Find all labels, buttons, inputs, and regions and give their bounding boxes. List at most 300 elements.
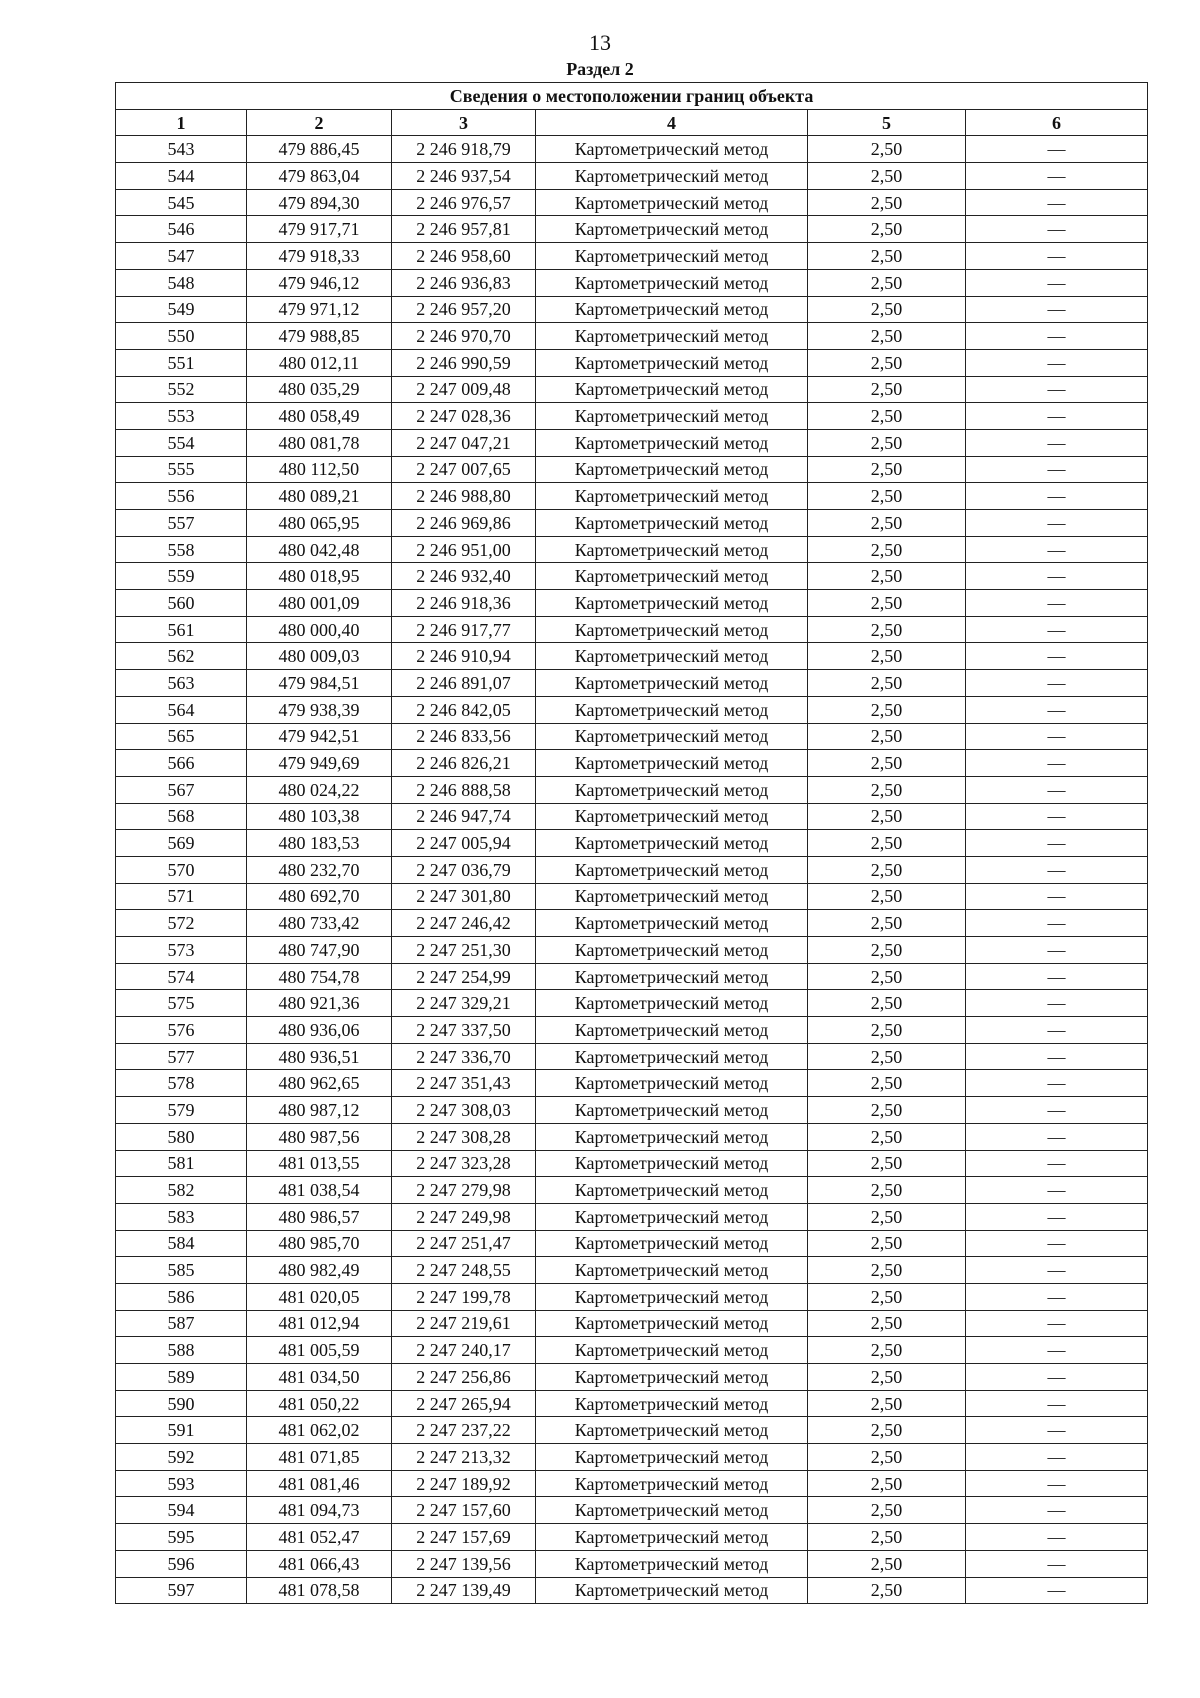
- accuracy-cell: 2,50: [808, 429, 966, 456]
- description-cell: —: [966, 1470, 1148, 1497]
- accuracy-cell: 2,50: [808, 696, 966, 723]
- y-coordinate-cell: 2 246 932,40: [392, 563, 536, 590]
- point-number-cell: 562: [116, 643, 247, 670]
- description-cell: —: [966, 1043, 1148, 1070]
- table-row: [116, 1177, 1148, 1204]
- accuracy-cell: 2,50: [808, 189, 966, 216]
- point-number-cell: 547: [116, 243, 247, 270]
- method-cell: Картометрический метод: [536, 136, 808, 163]
- table-row: [116, 163, 1148, 190]
- point-number-cell: 568: [116, 803, 247, 830]
- y-coordinate-cell: 2 246 970,70: [392, 323, 536, 350]
- accuracy-cell: 2,50: [808, 803, 966, 830]
- accuracy-cell: 2,50: [808, 510, 966, 537]
- x-coordinate-cell: 480 024,22: [247, 776, 392, 803]
- accuracy-cell: 2,50: [808, 723, 966, 750]
- point-number-cell: 588: [116, 1337, 247, 1364]
- description-cell: —: [966, 963, 1148, 990]
- x-coordinate-cell: 481 012,94: [247, 1310, 392, 1337]
- method-cell: Картометрический метод: [536, 937, 808, 964]
- method-cell: Картометрический метод: [536, 1550, 808, 1577]
- y-coordinate-cell: 2 246 988,80: [392, 483, 536, 510]
- table-row: [116, 1470, 1148, 1497]
- method-cell: Картометрический метод: [536, 963, 808, 990]
- accuracy-cell: 2,50: [808, 349, 966, 376]
- y-coordinate-cell: 2 247 009,48: [392, 376, 536, 403]
- table-row: [116, 883, 1148, 910]
- table-row: [116, 856, 1148, 883]
- table-row: [116, 403, 1148, 430]
- method-cell: Картометрический метод: [536, 1283, 808, 1310]
- method-cell: Картометрический метод: [536, 269, 808, 296]
- y-coordinate-cell: 2 246 891,07: [392, 670, 536, 697]
- point-number-cell: 580: [116, 1123, 247, 1150]
- table-caption-row: [116, 83, 1148, 110]
- page-number: 13: [589, 30, 611, 55]
- x-coordinate-cell: 479 894,30: [247, 189, 392, 216]
- method-cell: Картометрический метод: [536, 1337, 808, 1364]
- point-number-cell: 548: [116, 269, 247, 296]
- accuracy-cell: 2,50: [808, 323, 966, 350]
- y-coordinate-cell: 2 247 336,70: [392, 1043, 536, 1070]
- description-cell: —: [966, 1310, 1148, 1337]
- method-cell: Картометрический метод: [536, 510, 808, 537]
- x-coordinate-cell: 480 754,78: [247, 963, 392, 990]
- table-row: [116, 990, 1148, 1017]
- y-coordinate-cell: 2 246 990,59: [392, 349, 536, 376]
- y-coordinate-cell: 2 246 888,58: [392, 776, 536, 803]
- x-coordinate-cell: 480 985,70: [247, 1230, 392, 1257]
- method-cell: Картометрический метод: [536, 1470, 808, 1497]
- x-coordinate-cell: 481 052,47: [247, 1524, 392, 1551]
- table-row: [116, 803, 1148, 830]
- point-number-cell: 554: [116, 429, 247, 456]
- method-cell: Картометрический метод: [536, 1177, 808, 1204]
- accuracy-cell: 2,50: [808, 1150, 966, 1177]
- y-coordinate-cell: 2 247 139,56: [392, 1550, 536, 1577]
- y-coordinate-cell: 2 247 337,50: [392, 1017, 536, 1044]
- table-row: [116, 243, 1148, 270]
- y-coordinate-cell: 2 247 219,61: [392, 1310, 536, 1337]
- y-coordinate-cell: 2 246 937,54: [392, 163, 536, 190]
- description-cell: —: [966, 803, 1148, 830]
- point-number-cell: 579: [116, 1097, 247, 1124]
- point-number-cell: 574: [116, 963, 247, 990]
- description-cell: —: [966, 1017, 1148, 1044]
- method-cell: Картометрический метод: [536, 1497, 808, 1524]
- description-cell: —: [966, 1150, 1148, 1177]
- method-cell: Картометрический метод: [536, 189, 808, 216]
- column-header: 2: [247, 109, 392, 136]
- method-cell: Картометрический метод: [536, 990, 808, 1017]
- y-coordinate-cell: 2 247 251,30: [392, 937, 536, 964]
- y-coordinate-cell: 2 247 213,32: [392, 1444, 536, 1471]
- accuracy-cell: 2,50: [808, 990, 966, 1017]
- y-coordinate-cell: 2 247 279,98: [392, 1177, 536, 1204]
- method-cell: Картометрический метод: [536, 776, 808, 803]
- method-cell: Картометрический метод: [536, 349, 808, 376]
- x-coordinate-cell: 480 001,09: [247, 590, 392, 617]
- y-coordinate-cell: 2 247 237,22: [392, 1417, 536, 1444]
- y-coordinate-cell: 2 247 199,78: [392, 1283, 536, 1310]
- accuracy-cell: 2,50: [808, 1230, 966, 1257]
- method-cell: Картометрический метод: [536, 1123, 808, 1150]
- accuracy-cell: 2,50: [808, 1524, 966, 1551]
- x-coordinate-cell: 479 918,33: [247, 243, 392, 270]
- method-cell: Картометрический метод: [536, 1364, 808, 1391]
- x-coordinate-cell: 479 946,12: [247, 269, 392, 296]
- description-cell: —: [966, 376, 1148, 403]
- point-number-cell: 569: [116, 830, 247, 857]
- table-row: [116, 616, 1148, 643]
- accuracy-cell: 2,50: [808, 1390, 966, 1417]
- accuracy-cell: 2,50: [808, 643, 966, 670]
- x-coordinate-cell: 480 987,12: [247, 1097, 392, 1124]
- point-number-cell: 555: [116, 456, 247, 483]
- method-cell: Картометрический метод: [536, 1257, 808, 1284]
- description-cell: —: [966, 243, 1148, 270]
- y-coordinate-cell: 2 246 969,86: [392, 510, 536, 537]
- description-cell: —: [966, 1123, 1148, 1150]
- method-cell: Картометрический метод: [536, 323, 808, 350]
- method-cell: Картометрический метод: [536, 590, 808, 617]
- point-number-cell: 576: [116, 1017, 247, 1044]
- x-coordinate-cell: 480 018,95: [247, 563, 392, 590]
- table-row: [116, 563, 1148, 590]
- y-coordinate-cell: 2 246 826,21: [392, 750, 536, 777]
- description-cell: —: [966, 483, 1148, 510]
- x-coordinate-cell: 481 050,22: [247, 1390, 392, 1417]
- description-cell: —: [966, 910, 1148, 937]
- accuracy-cell: 2,50: [808, 1310, 966, 1337]
- method-cell: Картометрический метод: [536, 670, 808, 697]
- table-row: [116, 1230, 1148, 1257]
- point-number-cell: 585: [116, 1257, 247, 1284]
- description-cell: —: [966, 429, 1148, 456]
- accuracy-cell: 2,50: [808, 616, 966, 643]
- table-row: [116, 723, 1148, 750]
- y-coordinate-cell: 2 247 246,42: [392, 910, 536, 937]
- x-coordinate-cell: 480 035,29: [247, 376, 392, 403]
- table-row: [116, 1417, 1148, 1444]
- y-coordinate-cell: 2 247 301,80: [392, 883, 536, 910]
- accuracy-cell: 2,50: [808, 403, 966, 430]
- method-cell: Картометрический метод: [536, 429, 808, 456]
- x-coordinate-cell: 480 012,11: [247, 349, 392, 376]
- description-cell: —: [966, 269, 1148, 296]
- point-number-cell: 578: [116, 1070, 247, 1097]
- accuracy-cell: 2,50: [808, 1123, 966, 1150]
- method-cell: Картометрический метод: [536, 563, 808, 590]
- table-row: [116, 429, 1148, 456]
- x-coordinate-cell: 481 034,50: [247, 1364, 392, 1391]
- accuracy-cell: 2,50: [808, 883, 966, 910]
- table-row: [116, 483, 1148, 510]
- method-cell: Картометрический метод: [536, 1150, 808, 1177]
- accuracy-cell: 2,50: [808, 483, 966, 510]
- method-cell: Картометрический метод: [536, 403, 808, 430]
- accuracy-cell: 2,50: [808, 590, 966, 617]
- table-row: [116, 456, 1148, 483]
- x-coordinate-cell: 480 009,03: [247, 643, 392, 670]
- column-header: 1: [116, 109, 247, 136]
- point-number-cell: 551: [116, 349, 247, 376]
- y-coordinate-cell: 2 247 007,65: [392, 456, 536, 483]
- table-row: [116, 776, 1148, 803]
- x-coordinate-cell: 480 112,50: [247, 456, 392, 483]
- point-number-cell: 558: [116, 536, 247, 563]
- accuracy-cell: 2,50: [808, 1470, 966, 1497]
- description-cell: —: [966, 163, 1148, 190]
- x-coordinate-cell: 481 062,02: [247, 1417, 392, 1444]
- method-cell: Картометрический метод: [536, 163, 808, 190]
- accuracy-cell: 2,50: [808, 937, 966, 964]
- method-cell: Картометрический метод: [536, 483, 808, 510]
- accuracy-cell: 2,50: [808, 856, 966, 883]
- x-coordinate-cell: 481 094,73: [247, 1497, 392, 1524]
- description-cell: —: [966, 349, 1148, 376]
- table-row: [116, 1203, 1148, 1230]
- accuracy-cell: 2,50: [808, 1444, 966, 1471]
- x-coordinate-cell: 480 747,90: [247, 937, 392, 964]
- table-row: [116, 136, 1148, 163]
- x-coordinate-cell: 480 089,21: [247, 483, 392, 510]
- description-cell: —: [966, 1444, 1148, 1471]
- description-cell: —: [966, 776, 1148, 803]
- description-cell: —: [966, 216, 1148, 243]
- x-coordinate-cell: 479 984,51: [247, 670, 392, 697]
- point-number-cell: 557: [116, 510, 247, 537]
- y-coordinate-cell: 2 247 047,21: [392, 429, 536, 456]
- method-cell: Картометрический метод: [536, 376, 808, 403]
- description-cell: —: [966, 536, 1148, 563]
- point-number-cell: 581: [116, 1150, 247, 1177]
- y-coordinate-cell: 2 246 947,74: [392, 803, 536, 830]
- column-header: 3: [392, 109, 536, 136]
- y-coordinate-cell: 2 247 308,03: [392, 1097, 536, 1124]
- description-cell: —: [966, 883, 1148, 910]
- accuracy-cell: 2,50: [808, 163, 966, 190]
- accuracy-cell: 2,50: [808, 1097, 966, 1124]
- point-number-cell: 544: [116, 163, 247, 190]
- accuracy-cell: 2,50: [808, 1550, 966, 1577]
- method-cell: Картометрический метод: [536, 1577, 808, 1604]
- x-coordinate-cell: 480 042,48: [247, 536, 392, 563]
- accuracy-cell: 2,50: [808, 296, 966, 323]
- accuracy-cell: 2,50: [808, 456, 966, 483]
- table-row: [116, 1524, 1148, 1551]
- point-number-cell: 560: [116, 590, 247, 617]
- point-number-cell: 591: [116, 1417, 247, 1444]
- method-cell: Картометрический метод: [536, 803, 808, 830]
- y-coordinate-cell: 2 247 028,36: [392, 403, 536, 430]
- y-coordinate-cell: 2 246 951,00: [392, 536, 536, 563]
- table-row: [116, 323, 1148, 350]
- method-cell: Картометрический метод: [536, 1417, 808, 1444]
- table-row: [116, 1097, 1148, 1124]
- x-coordinate-cell: 479 949,69: [247, 750, 392, 777]
- accuracy-cell: 2,50: [808, 1417, 966, 1444]
- y-coordinate-cell: 2 247 240,17: [392, 1337, 536, 1364]
- x-coordinate-cell: 480 986,57: [247, 1203, 392, 1230]
- method-cell: Картометрический метод: [536, 1444, 808, 1471]
- accuracy-cell: 2,50: [808, 243, 966, 270]
- table-row: [116, 1123, 1148, 1150]
- x-coordinate-cell: 479 938,39: [247, 696, 392, 723]
- description-cell: —: [966, 323, 1148, 350]
- y-coordinate-cell: 2 246 917,77: [392, 616, 536, 643]
- column-header: 6: [966, 109, 1148, 136]
- description-cell: —: [966, 1070, 1148, 1097]
- method-cell: Картометрический метод: [536, 856, 808, 883]
- accuracy-cell: 2,50: [808, 136, 966, 163]
- point-number-cell: 552: [116, 376, 247, 403]
- point-number-cell: 595: [116, 1524, 247, 1551]
- x-coordinate-cell: 480 921,36: [247, 990, 392, 1017]
- method-cell: Картометрический метод: [536, 1203, 808, 1230]
- method-cell: Картометрический метод: [536, 296, 808, 323]
- table-row: [116, 536, 1148, 563]
- y-coordinate-cell: 2 247 139,49: [392, 1577, 536, 1604]
- y-coordinate-cell: 2 247 189,92: [392, 1470, 536, 1497]
- point-number-cell: 549: [116, 296, 247, 323]
- description-cell: —: [966, 403, 1148, 430]
- table-row: [116, 510, 1148, 537]
- table-row: [116, 1070, 1148, 1097]
- point-number-cell: 561: [116, 616, 247, 643]
- point-number-cell: 590: [116, 1390, 247, 1417]
- y-coordinate-cell: 2 246 957,20: [392, 296, 536, 323]
- y-coordinate-cell: 2 246 976,57: [392, 189, 536, 216]
- table-row: [116, 910, 1148, 937]
- method-cell: Картометрический метод: [536, 1070, 808, 1097]
- point-number-cell: 582: [116, 1177, 247, 1204]
- method-cell: Картометрический метод: [536, 723, 808, 750]
- point-number-cell: 566: [116, 750, 247, 777]
- accuracy-cell: 2,50: [808, 1283, 966, 1310]
- point-number-cell: 592: [116, 1444, 247, 1471]
- point-number-cell: 593: [116, 1470, 247, 1497]
- point-number-cell: 563: [116, 670, 247, 697]
- accuracy-cell: 2,50: [808, 963, 966, 990]
- x-coordinate-cell: 480 183,53: [247, 830, 392, 857]
- section-title: Раздел 2: [566, 59, 634, 79]
- description-cell: —: [966, 1337, 1148, 1364]
- accuracy-cell: 2,50: [808, 750, 966, 777]
- table-row: [116, 1577, 1148, 1604]
- accuracy-cell: 2,50: [808, 1577, 966, 1604]
- table-row: [116, 1550, 1148, 1577]
- table-row: [116, 376, 1148, 403]
- x-coordinate-cell: 480 058,49: [247, 403, 392, 430]
- x-coordinate-cell: 480 232,70: [247, 856, 392, 883]
- table-row: [116, 1257, 1148, 1284]
- accuracy-cell: 2,50: [808, 830, 966, 857]
- accuracy-cell: 2,50: [808, 563, 966, 590]
- method-cell: Картометрический метод: [536, 1017, 808, 1044]
- y-coordinate-cell: 2 247 308,28: [392, 1123, 536, 1150]
- accuracy-cell: 2,50: [808, 1177, 966, 1204]
- table-row: [116, 1283, 1148, 1310]
- method-cell: Картометрический метод: [536, 216, 808, 243]
- y-coordinate-cell: 2 246 958,60: [392, 243, 536, 270]
- accuracy-cell: 2,50: [808, 1070, 966, 1097]
- method-cell: Картометрический метод: [536, 696, 808, 723]
- table-row: [116, 1497, 1148, 1524]
- table-row: [116, 1043, 1148, 1070]
- y-coordinate-cell: 2 247 005,94: [392, 830, 536, 857]
- point-number-cell: 583: [116, 1203, 247, 1230]
- point-number-cell: 577: [116, 1043, 247, 1070]
- table-row: [116, 349, 1148, 376]
- x-coordinate-cell: 481 013,55: [247, 1150, 392, 1177]
- y-coordinate-cell: 2 247 157,69: [392, 1524, 536, 1551]
- description-cell: —: [966, 696, 1148, 723]
- accuracy-cell: 2,50: [808, 1364, 966, 1391]
- method-cell: Картометрический метод: [536, 750, 808, 777]
- point-number-cell: 571: [116, 883, 247, 910]
- description-cell: —: [966, 1177, 1148, 1204]
- table-row: [116, 269, 1148, 296]
- point-number-cell: 570: [116, 856, 247, 883]
- point-number-cell: 596: [116, 1550, 247, 1577]
- point-number-cell: 550: [116, 323, 247, 350]
- method-cell: Картометрический метод: [536, 643, 808, 670]
- column-header: 4: [536, 109, 808, 136]
- method-cell: Картометрический метод: [536, 243, 808, 270]
- y-coordinate-cell: 2 247 256,86: [392, 1364, 536, 1391]
- description-cell: —: [966, 563, 1148, 590]
- method-cell: Картометрический метод: [536, 1043, 808, 1070]
- description-cell: —: [966, 1203, 1148, 1230]
- y-coordinate-cell: 2 247 351,43: [392, 1070, 536, 1097]
- point-number-cell: 546: [116, 216, 247, 243]
- description-cell: —: [966, 590, 1148, 617]
- y-coordinate-cell: 2 247 329,21: [392, 990, 536, 1017]
- point-number-cell: 567: [116, 776, 247, 803]
- method-cell: Картометрический метод: [536, 1390, 808, 1417]
- accuracy-cell: 2,50: [808, 1337, 966, 1364]
- x-coordinate-cell: 480 065,95: [247, 510, 392, 537]
- point-number-cell: 556: [116, 483, 247, 510]
- accuracy-cell: 2,50: [808, 216, 966, 243]
- y-coordinate-cell: 2 247 265,94: [392, 1390, 536, 1417]
- y-coordinate-cell: 2 246 957,81: [392, 216, 536, 243]
- point-number-cell: 594: [116, 1497, 247, 1524]
- description-cell: —: [966, 296, 1148, 323]
- description-cell: —: [966, 937, 1148, 964]
- table-row: [116, 750, 1148, 777]
- point-number-cell: 597: [116, 1577, 247, 1604]
- y-coordinate-cell: 2 247 254,99: [392, 963, 536, 990]
- description-cell: —: [966, 856, 1148, 883]
- table-row: [116, 1017, 1148, 1044]
- description-cell: —: [966, 1390, 1148, 1417]
- x-coordinate-cell: 481 071,85: [247, 1444, 392, 1471]
- method-cell: Картометрический метод: [536, 830, 808, 857]
- y-coordinate-cell: 2 246 936,83: [392, 269, 536, 296]
- description-cell: —: [966, 643, 1148, 670]
- table-row: [116, 830, 1148, 857]
- x-coordinate-cell: 481 081,46: [247, 1470, 392, 1497]
- accuracy-cell: 2,50: [808, 269, 966, 296]
- point-number-cell: 572: [116, 910, 247, 937]
- x-coordinate-cell: 481 020,05: [247, 1283, 392, 1310]
- x-coordinate-cell: 480 962,65: [247, 1070, 392, 1097]
- description-cell: —: [966, 189, 1148, 216]
- table-row: [116, 963, 1148, 990]
- description-cell: —: [966, 750, 1148, 777]
